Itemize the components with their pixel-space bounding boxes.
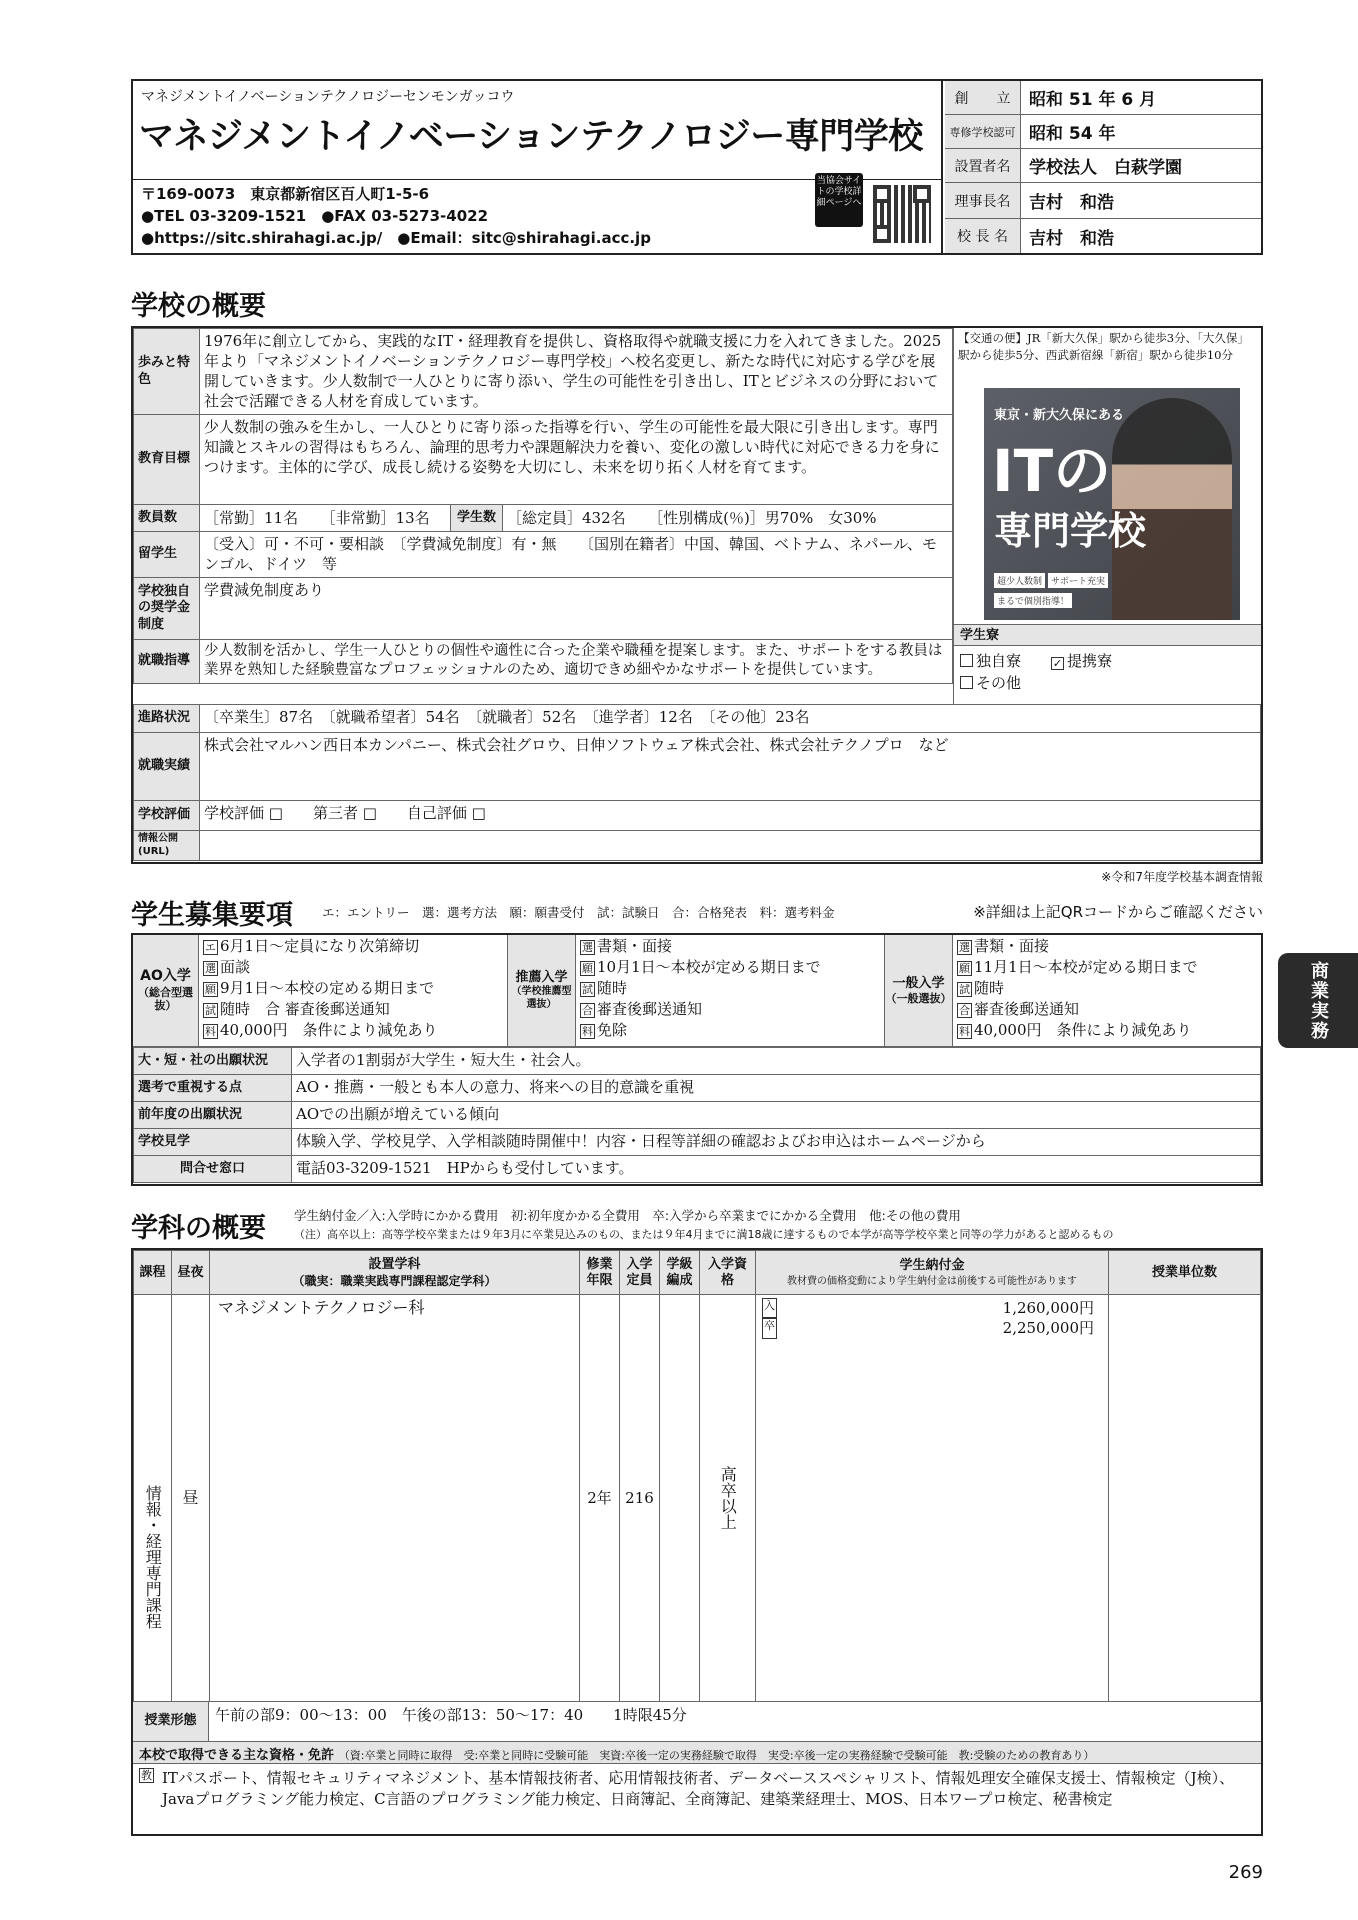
- access-info: 【交通の便】JR「新大久保」駅から徒歩3分、「大久保」駅から徒歩5分、西武新宿線「新宿」駅から徒歩10分: [958, 331, 1249, 362]
- side-panel: [953, 328, 1261, 704]
- form-text: 午前の部9：00～13：00 午後の部13：50～17：40 1時限45分: [215, 1706, 687, 1724]
- fee-legend: 学生納付金／入:入学時にかかる費用 初:初年度かかる全費用 卒:入学から卒業までにかかる全費用 他:その他の費用: [294, 1208, 961, 1223]
- school-name: マネジメントイノベーションテクノロジー専門学校: [139, 117, 923, 157]
- years-value: 2年: [580, 1295, 620, 1702]
- promo-badge: まるで個別指導！: [994, 593, 1072, 608]
- tel: ●TEL 03-3209-1521: [141, 207, 307, 225]
- recruit-row-value: 入学者の1割弱が大学生・短大生・社会人。: [292, 1048, 1261, 1075]
- ao-sub: （総合型選抜）: [138, 985, 193, 1013]
- h-daynight: 昼夜: [172, 1251, 210, 1295]
- qr-code[interactable]: [873, 185, 931, 243]
- recruit-row-label: 選考で重視する点: [134, 1075, 292, 1102]
- ao-fee: 40,000円 条件により減免あり: [220, 1021, 438, 1039]
- overview-box: [131, 326, 1263, 864]
- grade-value: [660, 1295, 700, 1702]
- gen-fee: 40,000円 条件により減免あり: [974, 1021, 1192, 1039]
- dorm-partner-checkbox[interactable]: ✓: [1052, 657, 1063, 670]
- history-label: 歩みと特色: [134, 329, 200, 415]
- fax: ●FAX 03-5273-4022: [321, 207, 489, 225]
- gen-method: 書類・面接: [974, 937, 1050, 955]
- cert-list: ITパスポート、情報セキュリティマネジメント、基本情報技術者、応用情報技術者、データベーススペシャリスト、情報処理安全確保支援士、情報検定（J検）、Javaプログラミング能力検定、C言語のプログラミング能力検定、日商簿記、全商簿記、建築業経理士、MOS、日本ワープロ検定、秘書検定: [162, 1769, 1235, 1808]
- gen-label: 一般入学: [892, 975, 945, 991]
- eval-text: 学校評価 □ 第三者 □ 自己評価 □: [200, 801, 1261, 831]
- fee-values: 入 1,260,000円 卒 2,250,000円: [756, 1295, 1109, 1702]
- h-grade: 学級編成: [660, 1251, 700, 1295]
- dept-title: 学科の概要: [131, 1213, 266, 1244]
- promo-big2: 専門学校: [994, 509, 1147, 553]
- recruit-legend: エ：エントリー 選：選考方法 願：願書受付 試：試験日 合：合格発表 料：選考料金: [322, 905, 835, 920]
- path-text: 〔卒業生〕87名 〔就職希望者〕54名 〔就職者〕52名 〔進学者〕12名 〔その他〕23名: [200, 705, 1261, 733]
- contact-block: [141, 183, 651, 249]
- cert-legend: （資:卒業と同時に取得 受:卒業と同時に受験可能 実資:卒後一定の実務経験で取得 実受:卒後一定の実務経験で受験可能 教:受験のための教育あり）: [338, 1749, 1095, 1762]
- fact-value: 昭和 54 年: [1029, 124, 1116, 144]
- recruit-rows: [133, 1047, 1261, 1183]
- gen-apply: 11月1日～本校が定める期日まで: [974, 958, 1198, 976]
- fee-entry: 1,260,000円: [1002, 1299, 1094, 1317]
- promo-big: ITの: [992, 437, 1112, 505]
- h-subject-sub: （職実：職業実践専門課程認定学科）: [292, 1274, 497, 1289]
- history-text: 1976年に創立してから、実践的なIT・経理教育を提供し、資格取得や就職支援に力を入れてきました。2025年より「マネジメントイノベーションテクノロジー専門学校」へ校名変更し、新たな時代に対応する学びを展開していきます。少人数制で一人ひとりに寄り添い、学生の可能性を引き出し、ITとビジネスの分野において社会で活躍できる人材を育成しています。: [200, 329, 953, 415]
- fee-graduation: 2,250,000円: [1002, 1319, 1094, 1338]
- career-label: 就職指導: [134, 640, 200, 684]
- header-left: [133, 81, 943, 253]
- recruit-row-value: 体験入学、学校見学、入学相談随時開催中！内容・日程等詳細の確認およびお申込はホームページから: [292, 1129, 1261, 1156]
- students-value: ［総定員］432名 ［性別構成(％)］男70% 女30%: [507, 508, 877, 527]
- subject-name: マネジメントテクノロジー科: [210, 1295, 580, 1702]
- path-label: 進路状況: [134, 705, 200, 733]
- ao-exam: 随時 合 審査後郵送通知: [220, 1000, 390, 1018]
- gen-details: 選 書類・面接 願 11月1日～本校が定める期日まで 試 随時 合 審査後郵送通知 料 40,000円 条件により減免あり: [959, 937, 1198, 1039]
- eval-label: 学校評価: [134, 801, 200, 831]
- goal-label: 教育目標: [134, 415, 200, 505]
- recruit-row-label: 大・短・社の出願状況: [134, 1048, 292, 1075]
- h-qual: 入学資格: [700, 1251, 756, 1295]
- page-number: 269: [1228, 1862, 1263, 1883]
- recruit-row-label: 問合せ窓口: [134, 1156, 292, 1183]
- staff-label: 教員数: [134, 505, 200, 532]
- dept-note: （注）高卒以上：高等学校卒業または９年3月に卒業見込みのもの、または９年4月までに満18歳に達するもので本学が高等学校卒業と同等の学力があると認めるもの: [294, 1228, 1114, 1241]
- gen-result: 審査後郵送通知: [974, 1000, 1080, 1018]
- school-kana: マネジメントイノベーションテクノロジーセンモンガッコウ: [141, 89, 515, 105]
- qual-value: 高卒以上: [700, 1295, 756, 1702]
- side-category-tab[interactable]: 商業実務: [1278, 953, 1358, 1048]
- ao-details: エ 6月1日～定員になり次第締切 選 面談 願 9月1日～本校の定める期日まで 試 随時 合 審査後郵送通知 料 40,000円 条件により減免あり: [205, 937, 438, 1039]
- overview-footnote: ※令和7年度学校基本調査情報: [1101, 870, 1263, 884]
- fact-value: 昭和 51 年 6 月: [1029, 90, 1157, 110]
- dorm-partner: 提携寮: [1067, 652, 1113, 670]
- daynight-value: 昼: [172, 1295, 210, 1702]
- dorm-label: 学生寮: [954, 624, 1261, 646]
- info-url[interactable]: [200, 831, 1261, 861]
- staff-value: ［常勤］11名 ［非常勤］13名: [204, 508, 430, 527]
- overview-table: [133, 328, 953, 684]
- fact-label: 校 長 名: [945, 219, 1021, 253]
- gen-exam: 随時: [974, 979, 1005, 997]
- cert-title: 本校で取得できる主な資格・免許: [139, 1748, 335, 1763]
- fact-label: 専修学校認可: [945, 115, 1021, 148]
- recruit-row-value: AO・推薦・一般とも本人の意力、将来への目的意識を重視: [292, 1075, 1261, 1102]
- h-fee: 学生納付金: [899, 1257, 965, 1273]
- fact-label: 設置者名: [945, 149, 1021, 182]
- intl-label: 留学生: [134, 532, 200, 578]
- rec-label: 推薦入学: [515, 969, 568, 985]
- dorm-other-checkbox[interactable]: [960, 676, 973, 689]
- recruit-row-label: 前年度の出願状況: [134, 1102, 292, 1129]
- rec-exam: 随時: [597, 979, 628, 997]
- dorm-other: その他: [976, 674, 1022, 692]
- scholarship-text: 学費減免制度あり: [200, 578, 953, 640]
- capacity-value: 216: [620, 1295, 660, 1702]
- h-course: 課程: [134, 1251, 172, 1295]
- h-capacity: 入学定員: [620, 1251, 660, 1295]
- recruit-box: [131, 933, 1263, 1186]
- rec-method: 書類・面接: [597, 937, 673, 955]
- dept-table: [133, 1250, 1261, 1702]
- students-label: 学生数: [450, 505, 503, 531]
- rec-result: 審査後郵送通知: [597, 1000, 703, 1018]
- fact-value: 吉村 和浩: [1029, 228, 1114, 249]
- recruit-row-value: AOでの出願が増えている傾向: [292, 1102, 1261, 1129]
- jobs-text: 株式会社マルハン西日本カンパニー、株式会社グロウ、日伸ソフトウェア株式会社、株式会社テクノプロ など: [200, 733, 1261, 801]
- rec-sub: （学校推薦型選抜）: [511, 986, 572, 1010]
- h-credit: 授業単位数: [1109, 1251, 1261, 1295]
- school-header: [131, 79, 1263, 255]
- dorm-own: 独自寮: [976, 652, 1022, 670]
- h-years: 修業年限: [580, 1251, 620, 1295]
- facts-table: [945, 81, 1261, 253]
- dept-box: 課程 昼夜 設置学科 （職実：職業実践専門課程認定学科） 修業年限 入学定員 学級編成 入学資格 学生納付金 教材費の価格変動により学生納付金は前後する可能性があります 授業単位数 情報・経理専門課程 昼 マネジメントテクノロジー科 2年 216 高卒以上 入 1,260,000円 卒 2,250,000円 授業形態 午前の部9：00～13：00 午後の部13：50～17：40 1時限45分 本校で取得できる主な資格・免許 （資:卒業と同時に取得 受:卒業と同時に受験可能 実資:卒後一定の実務経験で取得 実受:卒後一定の実務経験で受験可能 教:受験のための教育あり） 教 ITパスポート、情報セキュリティマネジメント、基本情報技術者、応用情報技術者、データベーススペシャリスト、情報処理安全確保支援士、情報検定（J検）、Javaプログラミング能力検定、C言語のプログラミング能力検定、日商簿記、全商簿記、建築業経理士、MOS、日本ワープロ検定、秘書検定: [131, 1248, 1263, 1836]
- address: 〒169-0073 東京都新宿区百人町1-5-6: [141, 185, 430, 203]
- promo-badge: 超少人数制: [994, 573, 1045, 588]
- overview-title: 学校の概要: [131, 291, 266, 322]
- h-subject: 設置学科: [368, 1256, 421, 1272]
- career-text: 少人数制を活かし、学生一人ひとりの個性や適性に合った企業や職種を提案します。また、サポートをする教員は業界を熟知した経験豊富なプロフェッショナルのため、適切できめ細やかなサポートを提供しています。: [200, 640, 953, 684]
- recruit-row-label: 学校見学: [134, 1129, 292, 1156]
- h-fee-sub: 教材費の価格変動により学生納付金は前後する可能性があります: [787, 1275, 1077, 1287]
- goal-text: 少人数制の強みを生かし、一人ひとりに寄り添った指導を行い、学生の可能性を最大限に引き出します。専門知識とスキルの習得はもちろん、論理的思考力や課題解決力を養い、変化の激しい時代に対応できる力を身につけます。主体的に学び、成長し続ける姿勢を大切にし、未来を切り拓く人材を育てます。: [200, 415, 953, 505]
- rec-apply: 10月1日～本校が定める期日まで: [597, 958, 821, 976]
- recruit-row-value: 電話03-3209-1521 HPからも受付しています。: [292, 1156, 1261, 1183]
- email: ●Email：sitc@shirahagi.acc.jp: [397, 229, 651, 247]
- info-label: 情報公開(URL): [134, 831, 200, 861]
- recruit-qr-note: ※詳細は上記QRコードからご確認ください: [973, 903, 1263, 921]
- promo-top: 東京・新大久保にある: [994, 408, 1125, 423]
- fact-value: 吉村 和浩: [1029, 193, 1114, 213]
- fact-label: 創 立: [945, 81, 1021, 114]
- promo-image: [984, 388, 1240, 620]
- fact-value: 学校法人 白萩学園: [1029, 158, 1182, 178]
- dorm-own-checkbox[interactable]: [960, 654, 973, 667]
- fact-label: 理事長名: [945, 183, 1021, 218]
- credit-value: [1109, 1295, 1261, 1702]
- form-label: 授業形態: [133, 1702, 209, 1741]
- dorm-options: [960, 650, 1112, 694]
- ao-label: AO入学: [140, 968, 191, 984]
- recruit-title: 学生募集要項: [131, 900, 293, 931]
- course-name: 情報・経理専門課程: [134, 1295, 172, 1702]
- ao-apply: 9月1日～本校の定める期日まで: [220, 979, 435, 997]
- rec-details: 選 書類・面接 願 10月1日～本校が定める期日まで 試 随時 合 審査後郵送通知 料 免除: [582, 937, 821, 1039]
- qr-caption[interactable]: 当協会サイトの学校詳細ページへ: [815, 173, 863, 227]
- ao-entry: 6月1日～定員になり次第締切: [220, 937, 420, 955]
- ao-method: 面談: [220, 958, 251, 976]
- promo-badge: サポート充実: [1048, 573, 1108, 588]
- jobs-label: 就職実績: [134, 733, 200, 801]
- gen-sub: （一般選抜）: [885, 991, 952, 1005]
- rec-fee: 免除: [597, 1021, 628, 1039]
- website-link[interactable]: ●https://sitc.shirahagi.ac.jp/: [141, 229, 383, 247]
- intl-text: 〔受入〕可・不可・要相談 〔学費減免制度〕有・無 〔国別在籍者〕中国、韓国、ベトナム、ネパール、モンゴル、ドイツ 等: [200, 532, 953, 578]
- scholarship-label: 学校独自の奨学金制度: [134, 578, 200, 640]
